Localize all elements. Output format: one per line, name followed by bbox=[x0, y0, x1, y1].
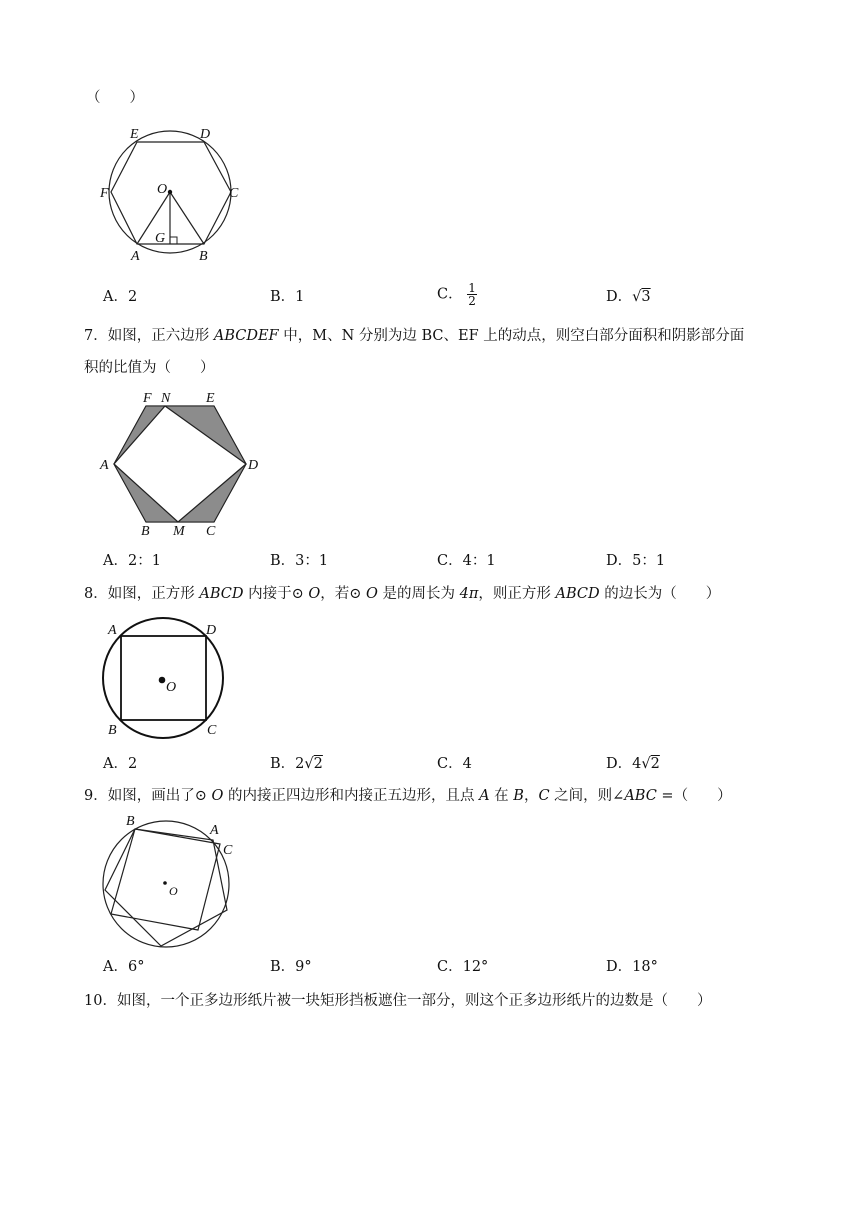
q6-label-G: G bbox=[155, 231, 166, 246]
q6-label-O: O bbox=[157, 182, 168, 197]
q6-label-A: A bbox=[131, 249, 140, 264]
q8-option-d-prefix: D． bbox=[606, 756, 633, 772]
q8-label-O: O bbox=[166, 680, 177, 695]
q8-label-A: A bbox=[108, 623, 117, 638]
sqrt-icon: √ bbox=[632, 289, 642, 305]
q6-label-E: E bbox=[130, 127, 139, 142]
q7-white-quadrilateral bbox=[114, 406, 246, 522]
q7-stem-line2: 积的比值为（ ） bbox=[84, 360, 215, 376]
q6-option-a[interactable]: A．2 bbox=[103, 289, 138, 305]
q8-option-d[interactable] bbox=[606, 754, 660, 774]
q9-center-dot bbox=[163, 881, 167, 885]
q6-option-d[interactable] bbox=[606, 287, 651, 307]
q7-label-C: C bbox=[206, 524, 216, 539]
q7-label-N: N bbox=[161, 391, 171, 406]
q7-label-D: D bbox=[248, 458, 259, 473]
q9-label-B: B bbox=[126, 814, 135, 829]
q9-stem: 9．如图，画出了⊙ O 的内接正四边形和内接正五边形，且点 A 在 B，C 之间，则∠ABC =（ ） bbox=[84, 788, 732, 804]
q7-label-M: M bbox=[173, 524, 185, 539]
q9-label-O: O bbox=[169, 884, 178, 898]
q8-option-b-prefix: B． bbox=[270, 756, 296, 772]
q6-option-d-radicand: 3 bbox=[641, 289, 651, 305]
sqrt-icon: √ bbox=[304, 756, 314, 772]
q6-figure bbox=[96, 120, 256, 270]
q7-option-b[interactable]: B．3：1 bbox=[270, 553, 329, 569]
q7-label-E: E bbox=[206, 391, 215, 406]
q6-label-F: F bbox=[100, 186, 109, 201]
q6-right-angle-mark bbox=[170, 237, 177, 244]
q6-label-D: D bbox=[200, 127, 211, 142]
q8-option-c[interactable]: C．4 bbox=[437, 756, 472, 772]
q9-option-c[interactable]: C．12° bbox=[437, 959, 489, 975]
q7-option-d[interactable]: D．5：1 bbox=[606, 553, 666, 569]
q8-option-b-radicand: 2 bbox=[313, 756, 323, 772]
q6-option-c-fraction: $\frac{1}{2}$ bbox=[468, 281, 476, 308]
q7-stem-line1: 7．如图，正六边形 ABCDEF 中，M、N 分别为边 BC、EF 上的动点，则空白部分面积和阴影部分面 bbox=[84, 328, 745, 344]
q9-label-C: C bbox=[223, 843, 233, 858]
q7-figure bbox=[98, 386, 268, 538]
q7-label-F: F bbox=[143, 391, 152, 406]
q8-label-C: C bbox=[207, 723, 217, 738]
q6-option-b[interactable]: B．1 bbox=[270, 289, 305, 305]
q6-center-dot bbox=[168, 190, 172, 194]
q6-label-B: B bbox=[199, 249, 208, 264]
q9-figure bbox=[96, 812, 246, 952]
q9-label-A: A bbox=[210, 823, 219, 838]
q6-paren: （ ） bbox=[86, 90, 144, 106]
q8-option-d-radicand: 2 bbox=[650, 756, 660, 772]
q8-center-dot bbox=[159, 677, 166, 684]
q6-segment-OB bbox=[170, 192, 204, 244]
q8-option-b-coef: 2 bbox=[295, 756, 305, 772]
q9-option-a[interactable]: A．6° bbox=[103, 959, 145, 975]
q7-option-a[interactable]: A．2：1 bbox=[103, 553, 161, 569]
q8-stem: 8．如图，正方形 ABCD 内接于⊙ O，若⊙ O 是的周长为 4π，则正方形 ABCD 的边长为（ ） bbox=[84, 586, 721, 602]
q7-label-A: A bbox=[100, 458, 109, 473]
q9-option-d[interactable]: D．18° bbox=[606, 959, 658, 975]
q7-label-B: B bbox=[141, 524, 150, 539]
sqrt-icon: √ bbox=[641, 756, 651, 772]
q8-figure bbox=[96, 616, 236, 744]
q8-option-a[interactable]: A．2 bbox=[103, 756, 138, 772]
q7-option-c[interactable]: C．4：1 bbox=[437, 553, 496, 569]
q8-option-d-coef: 4 bbox=[632, 756, 642, 772]
q10-stem: 10．如图，一个正多边形纸片被一块矩形挡板遮住一部分，则这个正多边形纸片的边数是（ ） bbox=[84, 993, 712, 1009]
q9-option-b[interactable]: B．9° bbox=[270, 959, 312, 975]
q8-option-b[interactable] bbox=[270, 754, 323, 774]
q8-label-D: D bbox=[206, 623, 217, 638]
q6-option-d-prefix: D． bbox=[606, 289, 633, 305]
q8-label-B: B bbox=[108, 723, 117, 738]
q6-label-C: C bbox=[229, 186, 239, 201]
q6-option-c-prefix: C． bbox=[437, 286, 463, 303]
q6-option-c[interactable] bbox=[437, 282, 477, 307]
